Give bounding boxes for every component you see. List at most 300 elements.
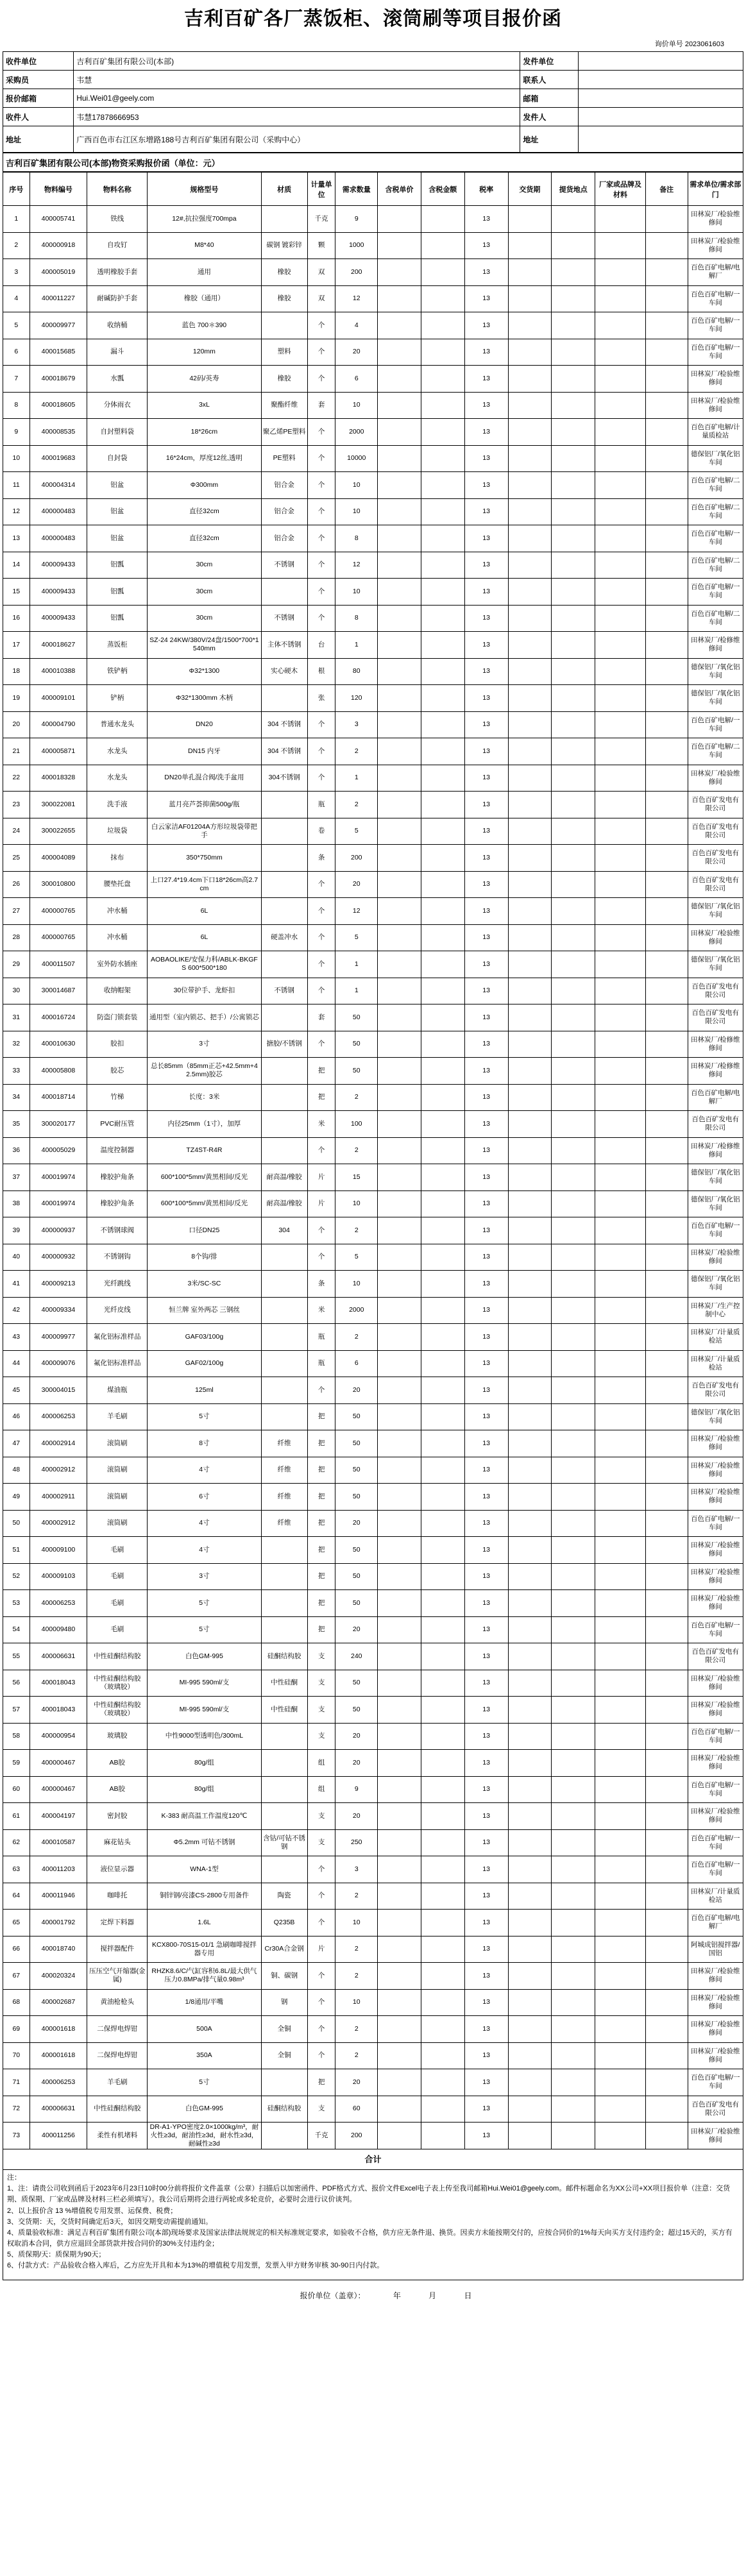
cell-remark[interactable] bbox=[645, 1350, 688, 1377]
cell-remark[interactable] bbox=[645, 1563, 688, 1590]
cell-location[interactable] bbox=[552, 871, 595, 898]
cell-remark[interactable] bbox=[645, 206, 688, 233]
cell-price[interactable] bbox=[378, 978, 421, 1004]
cell-location[interactable] bbox=[552, 1377, 595, 1404]
cell-amount[interactable] bbox=[421, 285, 464, 312]
cell-remark[interactable] bbox=[645, 1377, 688, 1404]
cell-brand[interactable] bbox=[595, 1377, 646, 1404]
cell-remark[interactable] bbox=[645, 2016, 688, 2043]
cell-location[interactable] bbox=[552, 1829, 595, 1856]
cell-brand[interactable] bbox=[595, 1191, 646, 1217]
cell-price[interactable] bbox=[378, 898, 421, 925]
cell-brand[interactable] bbox=[595, 1004, 646, 1031]
cell-amount[interactable] bbox=[421, 658, 464, 685]
cell-amount[interactable] bbox=[421, 498, 464, 525]
cell-delivery[interactable] bbox=[508, 445, 552, 472]
cell-price[interactable] bbox=[378, 445, 421, 472]
cell-location[interactable] bbox=[552, 1058, 595, 1085]
cell-remark[interactable] bbox=[645, 472, 688, 499]
cell-price[interactable] bbox=[378, 1164, 421, 1191]
cell-delivery[interactable] bbox=[508, 525, 552, 552]
cell-delivery[interactable] bbox=[508, 366, 552, 393]
cell-brand[interactable] bbox=[595, 1829, 646, 1856]
cell-location[interactable] bbox=[552, 765, 595, 792]
cell-location[interactable] bbox=[552, 1084, 595, 1111]
cell-price[interactable] bbox=[378, 1403, 421, 1430]
cell-amount[interactable] bbox=[421, 1271, 464, 1298]
cell-amount[interactable] bbox=[421, 1723, 464, 1750]
cell-location[interactable] bbox=[552, 1910, 595, 1936]
cell-brand[interactable] bbox=[595, 1936, 646, 1963]
cell-delivery[interactable] bbox=[508, 978, 552, 1004]
cell-price[interactable] bbox=[378, 1723, 421, 1750]
cell-brand[interactable] bbox=[595, 658, 646, 685]
cell-delivery[interactable] bbox=[508, 1697, 552, 1724]
cell-location[interactable] bbox=[552, 552, 595, 579]
cell-brand[interactable] bbox=[595, 206, 646, 233]
cell-location[interactable] bbox=[552, 1271, 595, 1298]
cell-location[interactable] bbox=[552, 2096, 595, 2123]
cell-brand[interactable] bbox=[595, 924, 646, 951]
cell-remark[interactable] bbox=[645, 1537, 688, 1564]
cell-location[interactable] bbox=[552, 232, 595, 259]
cell-price[interactable] bbox=[378, 2042, 421, 2069]
cell-location[interactable] bbox=[552, 1217, 595, 1244]
cell-remark[interactable] bbox=[645, 711, 688, 738]
cell-price[interactable] bbox=[378, 1616, 421, 1643]
cell-location[interactable] bbox=[552, 1297, 595, 1324]
cell-delivery[interactable] bbox=[508, 1031, 552, 1058]
cell-price[interactable] bbox=[378, 2123, 421, 2149]
cell-price[interactable] bbox=[378, 605, 421, 632]
cell-amount[interactable] bbox=[421, 1616, 464, 1643]
cell-brand[interactable] bbox=[595, 1111, 646, 1138]
cell-remark[interactable] bbox=[645, 951, 688, 978]
cell-delivery[interactable] bbox=[508, 1616, 552, 1643]
cell-price[interactable] bbox=[378, 1643, 421, 1670]
cell-brand[interactable] bbox=[595, 951, 646, 978]
cell-remark[interactable] bbox=[645, 1111, 688, 1138]
cell-brand[interactable] bbox=[595, 2042, 646, 2069]
cell-price[interactable] bbox=[378, 685, 421, 712]
cell-delivery[interactable] bbox=[508, 1324, 552, 1351]
cell-remark[interactable] bbox=[645, 2123, 688, 2149]
cell-location[interactable] bbox=[552, 1191, 595, 1217]
cell-amount[interactable] bbox=[421, 312, 464, 339]
cell-amount[interactable] bbox=[421, 871, 464, 898]
cell-amount[interactable] bbox=[421, 1883, 464, 1910]
cell-amount[interactable] bbox=[421, 1350, 464, 1377]
cell-location[interactable] bbox=[552, 1963, 595, 1990]
cell-amount[interactable] bbox=[421, 445, 464, 472]
cell-delivery[interactable] bbox=[508, 339, 552, 366]
cell-location[interactable] bbox=[552, 1989, 595, 2016]
cell-price[interactable] bbox=[378, 1084, 421, 1111]
cell-brand[interactable] bbox=[595, 1484, 646, 1511]
cell-delivery[interactable] bbox=[508, 738, 552, 765]
cell-delivery[interactable] bbox=[508, 1829, 552, 1856]
cell-brand[interactable] bbox=[595, 2123, 646, 2149]
cell-remark[interactable] bbox=[645, 1697, 688, 1724]
cell-delivery[interactable] bbox=[508, 1510, 552, 1537]
cell-brand[interactable] bbox=[595, 1031, 646, 1058]
cell-delivery[interactable] bbox=[508, 658, 552, 685]
sender-value[interactable] bbox=[578, 108, 743, 126]
cell-remark[interactable] bbox=[645, 419, 688, 446]
cell-location[interactable] bbox=[552, 605, 595, 632]
cell-brand[interactable] bbox=[595, 366, 646, 393]
cell-location[interactable] bbox=[552, 259, 595, 286]
cell-location[interactable] bbox=[552, 1350, 595, 1377]
cell-location[interactable] bbox=[552, 472, 595, 499]
cell-remark[interactable] bbox=[645, 579, 688, 606]
cell-price[interactable] bbox=[378, 1430, 421, 1457]
cell-brand[interactable] bbox=[595, 1590, 646, 1617]
cell-brand[interactable] bbox=[595, 632, 646, 659]
cell-amount[interactable] bbox=[421, 2016, 464, 2043]
cell-remark[interactable] bbox=[645, 525, 688, 552]
cell-location[interactable] bbox=[552, 951, 595, 978]
cell-price[interactable] bbox=[378, 1111, 421, 1138]
cell-remark[interactable] bbox=[645, 792, 688, 818]
cell-remark[interactable] bbox=[645, 1058, 688, 1085]
cell-amount[interactable] bbox=[421, 1590, 464, 1617]
cell-delivery[interactable] bbox=[508, 259, 552, 286]
cell-amount[interactable] bbox=[421, 1297, 464, 1324]
cell-brand[interactable] bbox=[595, 1643, 646, 1670]
cell-location[interactable] bbox=[552, 978, 595, 1004]
cell-price[interactable] bbox=[378, 259, 421, 286]
cell-location[interactable] bbox=[552, 792, 595, 818]
cell-brand[interactable] bbox=[595, 445, 646, 472]
cell-price[interactable] bbox=[378, 1058, 421, 1085]
cell-remark[interactable] bbox=[645, 285, 688, 312]
cell-amount[interactable] bbox=[421, 1403, 464, 1430]
cell-brand[interactable] bbox=[595, 1297, 646, 1324]
sender-unit-value[interactable] bbox=[578, 52, 743, 71]
cell-delivery[interactable] bbox=[508, 1750, 552, 1777]
cell-delivery[interactable] bbox=[508, 2016, 552, 2043]
sender-address-value[interactable] bbox=[578, 126, 743, 153]
cell-remark[interactable] bbox=[645, 924, 688, 951]
cell-delivery[interactable] bbox=[508, 1164, 552, 1191]
cell-delivery[interactable] bbox=[508, 898, 552, 925]
cell-location[interactable] bbox=[552, 1031, 595, 1058]
cell-amount[interactable] bbox=[421, 1111, 464, 1138]
cell-location[interactable] bbox=[552, 2069, 595, 2096]
cell-amount[interactable] bbox=[421, 1377, 464, 1404]
cell-remark[interactable] bbox=[645, 658, 688, 685]
cell-amount[interactable] bbox=[421, 1457, 464, 1484]
cell-amount[interactable] bbox=[421, 1989, 464, 2016]
cell-amount[interactable] bbox=[421, 2042, 464, 2069]
cell-price[interactable] bbox=[378, 738, 421, 765]
cell-brand[interactable] bbox=[595, 845, 646, 872]
cell-amount[interactable] bbox=[421, 765, 464, 792]
cell-location[interactable] bbox=[552, 1324, 595, 1351]
cell-remark[interactable] bbox=[645, 1271, 688, 1298]
cell-delivery[interactable] bbox=[508, 1803, 552, 1830]
cell-brand[interactable] bbox=[595, 738, 646, 765]
cell-amount[interactable] bbox=[421, 1324, 464, 1351]
cell-location[interactable] bbox=[552, 1430, 595, 1457]
cell-price[interactable] bbox=[378, 1537, 421, 1564]
cell-location[interactable] bbox=[552, 1244, 595, 1271]
cell-amount[interactable] bbox=[421, 1936, 464, 1963]
cell-location[interactable] bbox=[552, 579, 595, 606]
cell-delivery[interactable] bbox=[508, 1484, 552, 1511]
cell-location[interactable] bbox=[552, 1936, 595, 1963]
cell-amount[interactable] bbox=[421, 978, 464, 1004]
cell-delivery[interactable] bbox=[508, 1350, 552, 1377]
cell-amount[interactable] bbox=[421, 1191, 464, 1217]
cell-delivery[interactable] bbox=[508, 1004, 552, 1031]
cell-price[interactable] bbox=[378, 2069, 421, 2096]
cell-location[interactable] bbox=[552, 711, 595, 738]
cell-price[interactable] bbox=[378, 1457, 421, 1484]
cell-remark[interactable] bbox=[645, 1936, 688, 1963]
cell-delivery[interactable] bbox=[508, 1670, 552, 1697]
cell-price[interactable] bbox=[378, 1137, 421, 1164]
cell-remark[interactable] bbox=[645, 1989, 688, 2016]
cell-location[interactable] bbox=[552, 1590, 595, 1617]
cell-brand[interactable] bbox=[595, 605, 646, 632]
cell-location[interactable] bbox=[552, 2042, 595, 2069]
cell-brand[interactable] bbox=[595, 1723, 646, 1750]
cell-price[interactable] bbox=[378, 366, 421, 393]
cell-amount[interactable] bbox=[421, 1084, 464, 1111]
cell-delivery[interactable] bbox=[508, 845, 552, 872]
cell-remark[interactable] bbox=[645, 1004, 688, 1031]
cell-price[interactable] bbox=[378, 792, 421, 818]
cell-price[interactable] bbox=[378, 1271, 421, 1298]
cell-remark[interactable] bbox=[645, 685, 688, 712]
cell-brand[interactable] bbox=[595, 2016, 646, 2043]
cell-delivery[interactable] bbox=[508, 1856, 552, 1883]
cell-brand[interactable] bbox=[595, 1457, 646, 1484]
cell-remark[interactable] bbox=[645, 1297, 688, 1324]
cell-location[interactable] bbox=[552, 818, 595, 845]
cell-location[interactable] bbox=[552, 1537, 595, 1564]
cell-price[interactable] bbox=[378, 312, 421, 339]
cell-delivery[interactable] bbox=[508, 605, 552, 632]
cell-amount[interactable] bbox=[421, 1031, 464, 1058]
cell-price[interactable] bbox=[378, 1191, 421, 1217]
cell-remark[interactable] bbox=[645, 1191, 688, 1217]
cell-price[interactable] bbox=[378, 632, 421, 659]
cell-price[interactable] bbox=[378, 765, 421, 792]
cell-delivery[interactable] bbox=[508, 2042, 552, 2069]
cell-delivery[interactable] bbox=[508, 498, 552, 525]
cell-remark[interactable] bbox=[645, 1670, 688, 1697]
cell-delivery[interactable] bbox=[508, 1271, 552, 1298]
cell-price[interactable] bbox=[378, 1244, 421, 1271]
cell-remark[interactable] bbox=[645, 845, 688, 872]
cell-remark[interactable] bbox=[645, 871, 688, 898]
cell-remark[interactable] bbox=[645, 445, 688, 472]
cell-brand[interactable] bbox=[595, 1856, 646, 1883]
cell-amount[interactable] bbox=[421, 1484, 464, 1511]
cell-price[interactable] bbox=[378, 1563, 421, 1590]
cell-remark[interactable] bbox=[645, 232, 688, 259]
cell-amount[interactable] bbox=[421, 818, 464, 845]
cell-brand[interactable] bbox=[595, 1058, 646, 1085]
cell-amount[interactable] bbox=[421, 1697, 464, 1724]
cell-remark[interactable] bbox=[645, 2096, 688, 2123]
cell-remark[interactable] bbox=[645, 1031, 688, 1058]
cell-location[interactable] bbox=[552, 685, 595, 712]
cell-remark[interactable] bbox=[645, 1484, 688, 1511]
cell-brand[interactable] bbox=[595, 2096, 646, 2123]
cell-amount[interactable] bbox=[421, 339, 464, 366]
cell-price[interactable] bbox=[378, 845, 421, 872]
cell-location[interactable] bbox=[552, 2123, 595, 2149]
cell-brand[interactable] bbox=[595, 1697, 646, 1724]
contact-value[interactable] bbox=[578, 71, 743, 89]
cell-amount[interactable] bbox=[421, 419, 464, 446]
cell-price[interactable] bbox=[378, 1910, 421, 1936]
cell-remark[interactable] bbox=[645, 738, 688, 765]
cell-brand[interactable] bbox=[595, 1164, 646, 1191]
cell-remark[interactable] bbox=[645, 1883, 688, 1910]
cell-price[interactable] bbox=[378, 232, 421, 259]
cell-brand[interactable] bbox=[595, 1963, 646, 1990]
cell-remark[interactable] bbox=[645, 1829, 688, 1856]
cell-amount[interactable] bbox=[421, 738, 464, 765]
cell-delivery[interactable] bbox=[508, 285, 552, 312]
cell-location[interactable] bbox=[552, 632, 595, 659]
cell-amount[interactable] bbox=[421, 259, 464, 286]
cell-brand[interactable] bbox=[595, 1217, 646, 1244]
cell-delivery[interactable] bbox=[508, 1643, 552, 1670]
cell-brand[interactable] bbox=[595, 1616, 646, 1643]
cell-price[interactable] bbox=[378, 1963, 421, 1990]
cell-location[interactable] bbox=[552, 1111, 595, 1138]
cell-remark[interactable] bbox=[645, 339, 688, 366]
cell-delivery[interactable] bbox=[508, 1217, 552, 1244]
cell-location[interactable] bbox=[552, 392, 595, 419]
cell-price[interactable] bbox=[378, 285, 421, 312]
cell-remark[interactable] bbox=[645, 1244, 688, 1271]
cell-location[interactable] bbox=[552, 1484, 595, 1511]
cell-price[interactable] bbox=[378, 658, 421, 685]
cell-amount[interactable] bbox=[421, 1670, 464, 1697]
cell-amount[interactable] bbox=[421, 1643, 464, 1670]
cell-brand[interactable] bbox=[595, 1350, 646, 1377]
cell-price[interactable] bbox=[378, 1803, 421, 1830]
cell-brand[interactable] bbox=[595, 552, 646, 579]
cell-location[interactable] bbox=[552, 924, 595, 951]
cell-brand[interactable] bbox=[595, 579, 646, 606]
cell-delivery[interactable] bbox=[508, 2096, 552, 2123]
cell-price[interactable] bbox=[378, 1324, 421, 1351]
cell-location[interactable] bbox=[552, 2016, 595, 2043]
cell-delivery[interactable] bbox=[508, 1776, 552, 1803]
cell-amount[interactable] bbox=[421, 1164, 464, 1191]
cell-amount[interactable] bbox=[421, 632, 464, 659]
cell-brand[interactable] bbox=[595, 472, 646, 499]
cell-amount[interactable] bbox=[421, 711, 464, 738]
cell-brand[interactable] bbox=[595, 1750, 646, 1777]
cell-delivery[interactable] bbox=[508, 579, 552, 606]
cell-price[interactable] bbox=[378, 1377, 421, 1404]
cell-price[interactable] bbox=[378, 579, 421, 606]
cell-delivery[interactable] bbox=[508, 1084, 552, 1111]
cell-amount[interactable] bbox=[421, 924, 464, 951]
cell-location[interactable] bbox=[552, 445, 595, 472]
cell-location[interactable] bbox=[552, 1164, 595, 1191]
cell-remark[interactable] bbox=[645, 765, 688, 792]
cell-price[interactable] bbox=[378, 525, 421, 552]
cell-price[interactable] bbox=[378, 1776, 421, 1803]
cell-remark[interactable] bbox=[645, 1643, 688, 1670]
cell-remark[interactable] bbox=[645, 818, 688, 845]
cell-price[interactable] bbox=[378, 498, 421, 525]
cell-brand[interactable] bbox=[595, 1430, 646, 1457]
cell-remark[interactable] bbox=[645, 978, 688, 1004]
cell-remark[interactable] bbox=[645, 1324, 688, 1351]
cell-remark[interactable] bbox=[645, 1723, 688, 1750]
cell-amount[interactable] bbox=[421, 1244, 464, 1271]
cell-amount[interactable] bbox=[421, 392, 464, 419]
cell-brand[interactable] bbox=[595, 765, 646, 792]
cell-delivery[interactable] bbox=[508, 632, 552, 659]
cell-delivery[interactable] bbox=[508, 1590, 552, 1617]
cell-price[interactable] bbox=[378, 2016, 421, 2043]
cell-delivery[interactable] bbox=[508, 711, 552, 738]
cell-price[interactable] bbox=[378, 1883, 421, 1910]
sender-email-value[interactable] bbox=[578, 89, 743, 108]
cell-remark[interactable] bbox=[645, 1616, 688, 1643]
cell-price[interactable] bbox=[378, 1829, 421, 1856]
cell-price[interactable] bbox=[378, 1590, 421, 1617]
cell-location[interactable] bbox=[552, 1510, 595, 1537]
cell-location[interactable] bbox=[552, 1457, 595, 1484]
cell-price[interactable] bbox=[378, 1004, 421, 1031]
cell-brand[interactable] bbox=[595, 419, 646, 446]
cell-amount[interactable] bbox=[421, 605, 464, 632]
cell-price[interactable] bbox=[378, 472, 421, 499]
cell-delivery[interactable] bbox=[508, 472, 552, 499]
cell-amount[interactable] bbox=[421, 552, 464, 579]
cell-price[interactable] bbox=[378, 1670, 421, 1697]
cell-remark[interactable] bbox=[645, 1457, 688, 1484]
cell-brand[interactable] bbox=[595, 1776, 646, 1803]
cell-delivery[interactable] bbox=[508, 818, 552, 845]
cell-brand[interactable] bbox=[595, 232, 646, 259]
cell-location[interactable] bbox=[552, 366, 595, 393]
cell-price[interactable] bbox=[378, 552, 421, 579]
cell-remark[interactable] bbox=[645, 605, 688, 632]
cell-amount[interactable] bbox=[421, 1217, 464, 1244]
cell-remark[interactable] bbox=[645, 1910, 688, 1936]
cell-amount[interactable] bbox=[421, 1910, 464, 1936]
cell-delivery[interactable] bbox=[508, 312, 552, 339]
cell-location[interactable] bbox=[552, 1803, 595, 1830]
cell-delivery[interactable] bbox=[508, 765, 552, 792]
cell-delivery[interactable] bbox=[508, 1910, 552, 1936]
cell-brand[interactable] bbox=[595, 285, 646, 312]
cell-location[interactable] bbox=[552, 1004, 595, 1031]
cell-remark[interactable] bbox=[645, 366, 688, 393]
cell-delivery[interactable] bbox=[508, 2069, 552, 2096]
cell-amount[interactable] bbox=[421, 792, 464, 818]
cell-price[interactable] bbox=[378, 1856, 421, 1883]
cell-price[interactable] bbox=[378, 871, 421, 898]
cell-amount[interactable] bbox=[421, 951, 464, 978]
cell-location[interactable] bbox=[552, 206, 595, 233]
cell-amount[interactable] bbox=[421, 1510, 464, 1537]
